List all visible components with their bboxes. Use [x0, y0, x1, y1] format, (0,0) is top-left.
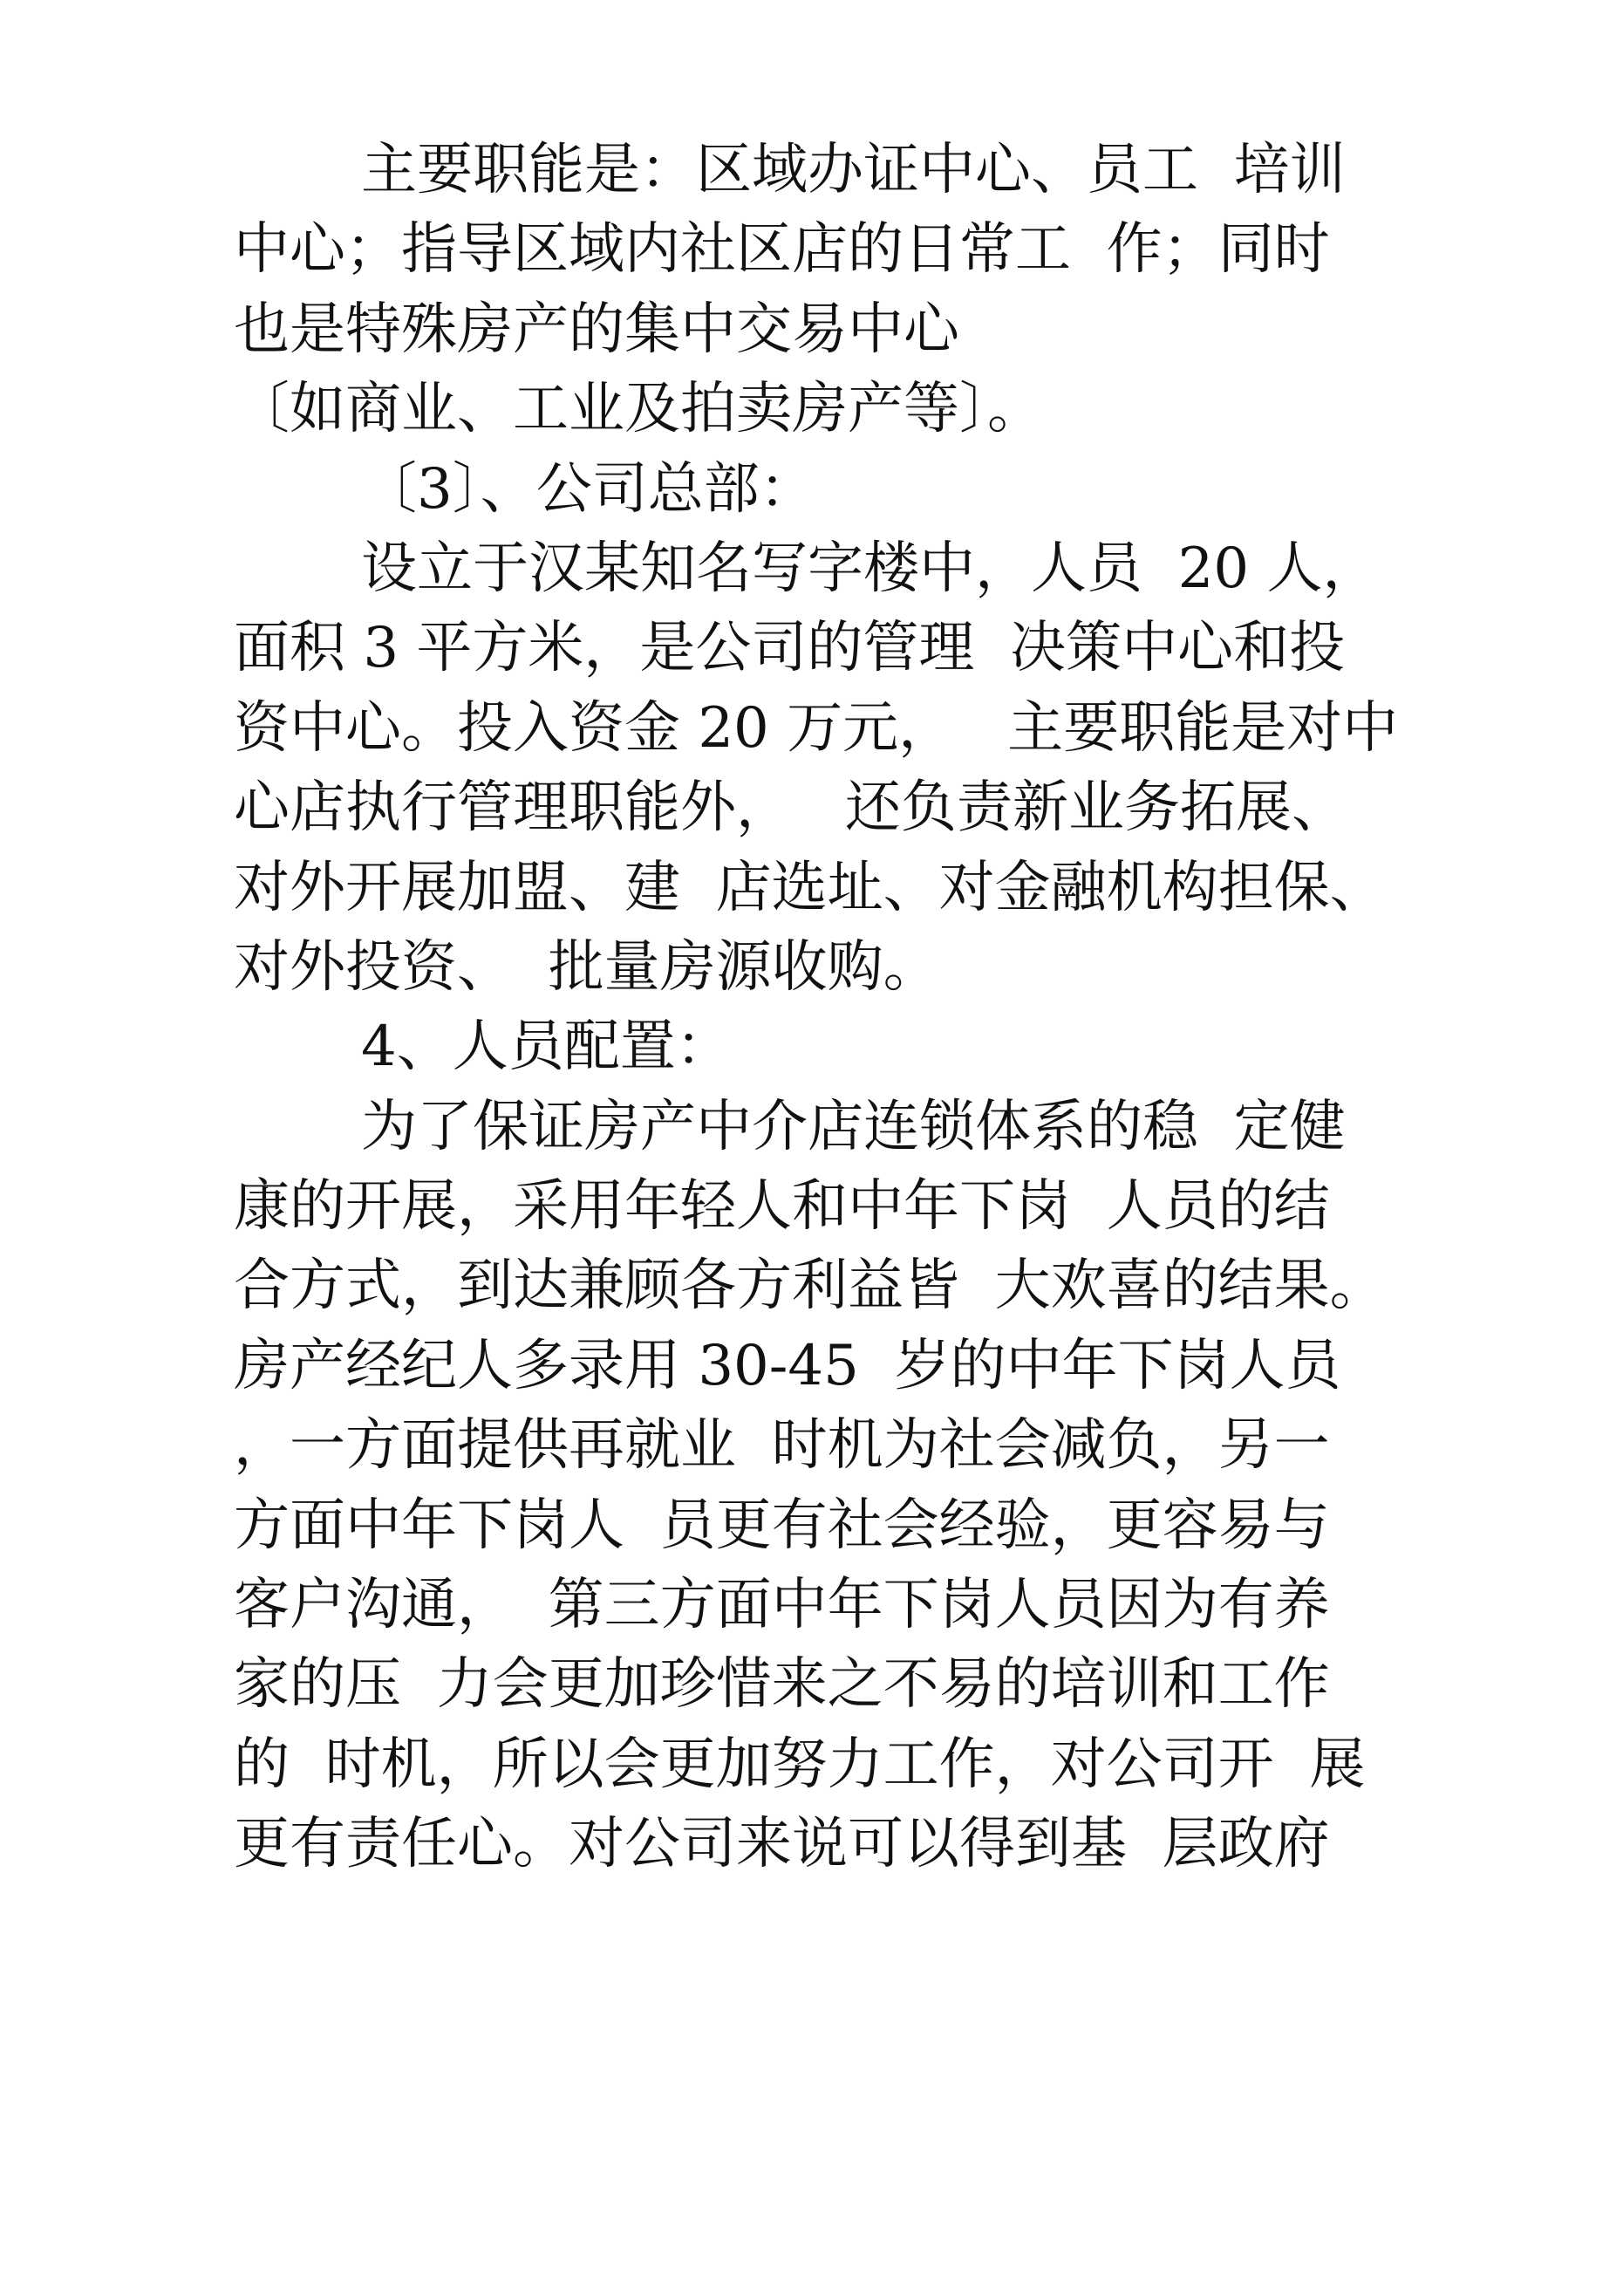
- text-line: ，一方面提供再就业 时机为社会减负，另一: [234, 1413, 1330, 1479]
- section-heading: 4、人员配置：: [361, 1015, 732, 1080]
- text-line: 对外开展加盟、建 店选址、对金融机构担保、: [234, 855, 1386, 920]
- text-line: 更有责任心。对公司来说可以得到基 层政府: [234, 1812, 1330, 1877]
- text-line: 中心；指导区域内社区店的日常工 作；同时: [234, 217, 1330, 283]
- section-heading: 〔3〕、公司总部：: [361, 456, 815, 522]
- text-line: 对外投资、 批量房源收购。: [234, 934, 939, 1000]
- body-text: [234, 131, 1402, 1885]
- text-line: 合方式，到达兼顾各方利益皆 大欢喜的结果。: [234, 1254, 1386, 1319]
- text-line: 也是特殊房产的集中交易中心: [234, 297, 959, 362]
- text-line: 主要职能是：区域办证中心、员工 培训: [361, 138, 1346, 202]
- text-line: 房产经纪人多录用 30-45 岁的中年下岗人员: [234, 1333, 1341, 1398]
- text-line: 方面中年下岗人 员更有社会经验，更容易与: [234, 1493, 1330, 1558]
- text-line: 资中心。投入资金 20 万元， 主要职能是对中: [234, 695, 1399, 761]
- text-line: 〔如商业、工业及拍卖房产等〕。: [234, 377, 1043, 442]
- text-line: 心店执行管理职能外， 还负责新业务拓展、: [234, 776, 1348, 841]
- text-line: 为了保证房产中介店连锁体系的稳 定健: [361, 1094, 1346, 1159]
- text-line: 面积 3 平方米，是公司的管理 决策中心和投: [234, 616, 1346, 681]
- text-line: 的 时机，所以会更加努力工作，对公司开 展: [234, 1732, 1366, 1797]
- text-line: 康的开展，采用年轻人和中年下岗 人员的结: [234, 1174, 1330, 1240]
- text-line: 家的压 力会更加珍惜来之不易的培训和工作: [234, 1652, 1330, 1718]
- text-line: 设立于汉某知名写字楼中，人员 20 人，: [361, 536, 1379, 601]
- text-line: 客户沟通， 第三方面中年下岗人员因为有养: [234, 1573, 1330, 1638]
